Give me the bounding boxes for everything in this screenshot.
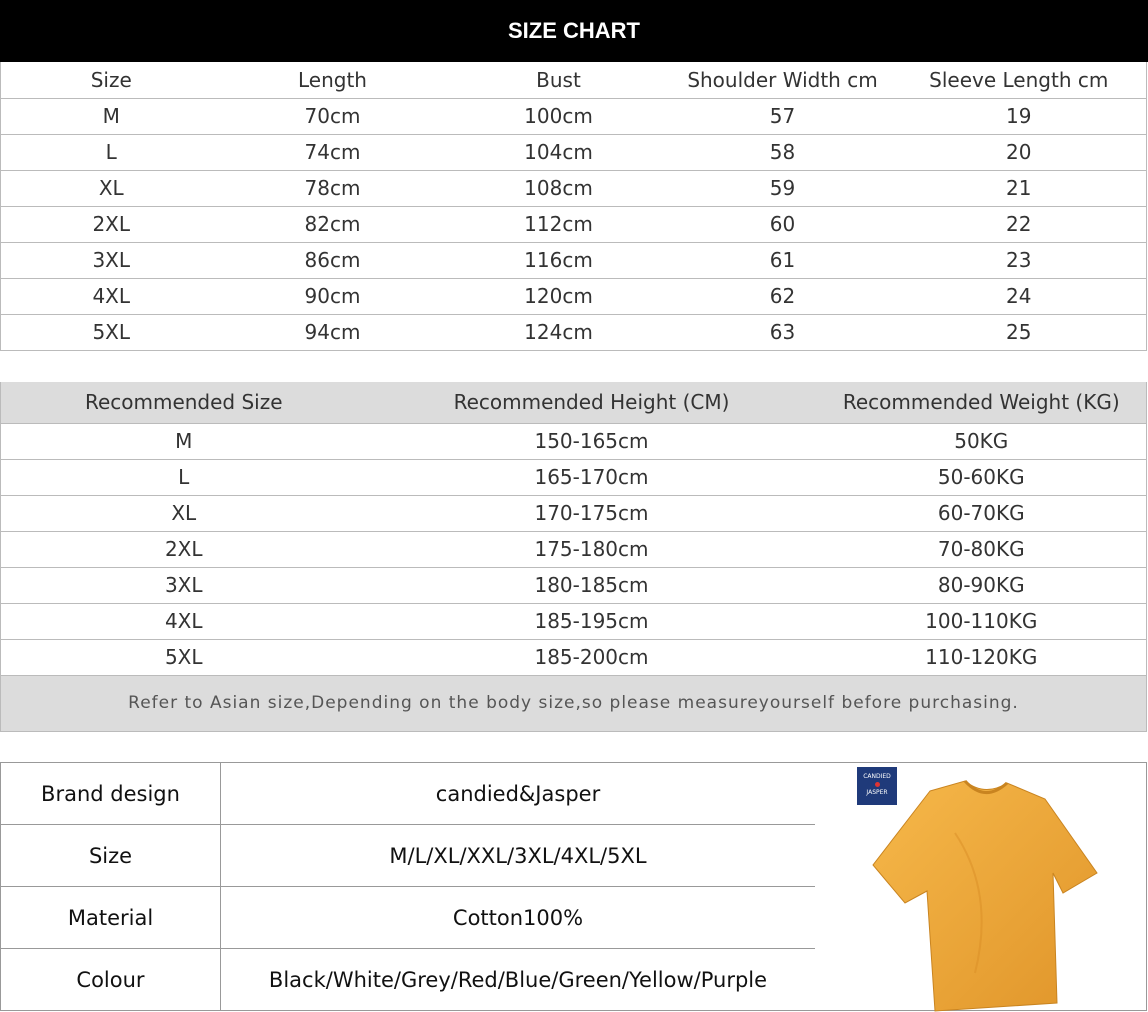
cell: 50KG <box>817 423 1147 459</box>
table-row <box>1 459 1147 495</box>
cell: 116cm <box>444 242 674 278</box>
info-row-colour <box>1 949 816 1011</box>
cell: 185-200cm <box>367 639 817 675</box>
header-recommended-size: Recommended Size <box>1 382 367 423</box>
cell: 78cm <box>222 170 444 206</box>
cell: 150-165cm <box>367 423 817 459</box>
info-label: Brand design <box>1 763 221 825</box>
table-row <box>1 314 1147 350</box>
brand-tag-line2: JASPER <box>866 789 888 796</box>
info-row-material <box>1 887 816 949</box>
cell: 180-185cm <box>367 567 817 603</box>
cell: 80-90KG <box>817 567 1147 603</box>
cell: M <box>1 423 367 459</box>
cell: 21 <box>892 170 1147 206</box>
cell: 61 <box>674 242 892 278</box>
cell: 112cm <box>444 206 674 242</box>
cell: 3XL <box>1 567 367 603</box>
brand-tag-line1: CANDIED <box>863 773 891 780</box>
info-value: Cotton100% <box>221 887 816 949</box>
header-bust: Bust <box>444 62 674 98</box>
size-note-row <box>1 675 1147 731</box>
cell: 104cm <box>444 134 674 170</box>
cell: 2XL <box>1 531 367 567</box>
info-value: Black/White/Grey/Red/Blue/Green/Yellow/Purple <box>221 949 816 1011</box>
size-table-header-row <box>1 62 1147 98</box>
info-label: Size <box>1 825 221 887</box>
table-row <box>1 531 1147 567</box>
cell: 100cm <box>444 98 674 134</box>
cell: 60-70KG <box>817 495 1147 531</box>
info-value: candied&Jasper <box>221 763 816 825</box>
header-sleeve-length: Sleeve Length cm <box>892 62 1147 98</box>
cell: 20 <box>892 134 1147 170</box>
product-photo <box>815 762 1147 1011</box>
info-row-brand <box>1 763 816 825</box>
cell: 57 <box>674 98 892 134</box>
header-recommended-weight: Recommended Weight (KG) <box>817 382 1147 423</box>
table-row <box>1 495 1147 531</box>
recommended-size-table <box>0 382 1147 732</box>
cell: 5XL <box>1 639 367 675</box>
cell: 2XL <box>1 206 222 242</box>
cell: 124cm <box>444 314 674 350</box>
info-label: Material <box>1 887 221 949</box>
product-info-table <box>0 762 816 1011</box>
cell: 5XL <box>1 314 222 350</box>
size-table <box>0 62 1147 351</box>
table-row <box>1 567 1147 603</box>
cell: 4XL <box>1 603 367 639</box>
cell: 3XL <box>1 242 222 278</box>
size-note: Refer to Asian size,Depending on the body size,so please measureyourself before purchasing. <box>1 675 1147 731</box>
cell: 22 <box>892 206 1147 242</box>
info-label: Colour <box>1 949 221 1011</box>
cell: 50-60KG <box>817 459 1147 495</box>
brand-tag-dot-icon <box>875 782 880 787</box>
table-row <box>1 242 1147 278</box>
cell: 108cm <box>444 170 674 206</box>
table-row <box>1 134 1147 170</box>
cell: 90cm <box>222 278 444 314</box>
cell: 110-120KG <box>817 639 1147 675</box>
table-row <box>1 639 1147 675</box>
cell: 82cm <box>222 206 444 242</box>
cell: 25 <box>892 314 1147 350</box>
cell: 120cm <box>444 278 674 314</box>
table-row <box>1 98 1147 134</box>
cell: 19 <box>892 98 1147 134</box>
cell: L <box>1 134 222 170</box>
cell: 86cm <box>222 242 444 278</box>
table-row <box>1 423 1147 459</box>
brand-tag-logo <box>857 767 897 805</box>
cell: 185-195cm <box>367 603 817 639</box>
header-recommended-height: Recommended Height (CM) <box>367 382 817 423</box>
cell: 175-180cm <box>367 531 817 567</box>
cell: 58 <box>674 134 892 170</box>
info-value: M/L/XL/XXL/3XL/4XL/5XL <box>221 825 816 887</box>
cell: XL <box>1 170 222 206</box>
cell: 94cm <box>222 314 444 350</box>
table-row <box>1 278 1147 314</box>
info-row-size <box>1 825 816 887</box>
cell: 63 <box>674 314 892 350</box>
header-shoulder-width: Shoulder Width cm <box>674 62 892 98</box>
table-row <box>1 603 1147 639</box>
cell: 74cm <box>222 134 444 170</box>
header-size: Size <box>1 62 222 98</box>
cell: 24 <box>892 278 1147 314</box>
cell: 59 <box>674 170 892 206</box>
cell: 70cm <box>222 98 444 134</box>
cell: XL <box>1 495 367 531</box>
table-row <box>1 206 1147 242</box>
cell: 23 <box>892 242 1147 278</box>
cell: 4XL <box>1 278 222 314</box>
t-shirt-image <box>835 773 1135 1012</box>
cell: 70-80KG <box>817 531 1147 567</box>
cell: L <box>1 459 367 495</box>
header-length: Length <box>222 62 444 98</box>
cell: 60 <box>674 206 892 242</box>
cell: 170-175cm <box>367 495 817 531</box>
cell: 62 <box>674 278 892 314</box>
recommend-header-row <box>1 382 1147 423</box>
cell: 165-170cm <box>367 459 817 495</box>
size-chart-title: SIZE CHART <box>0 0 1148 62</box>
cell: 100-110KG <box>817 603 1147 639</box>
table-row <box>1 170 1147 206</box>
cell: M <box>1 98 222 134</box>
